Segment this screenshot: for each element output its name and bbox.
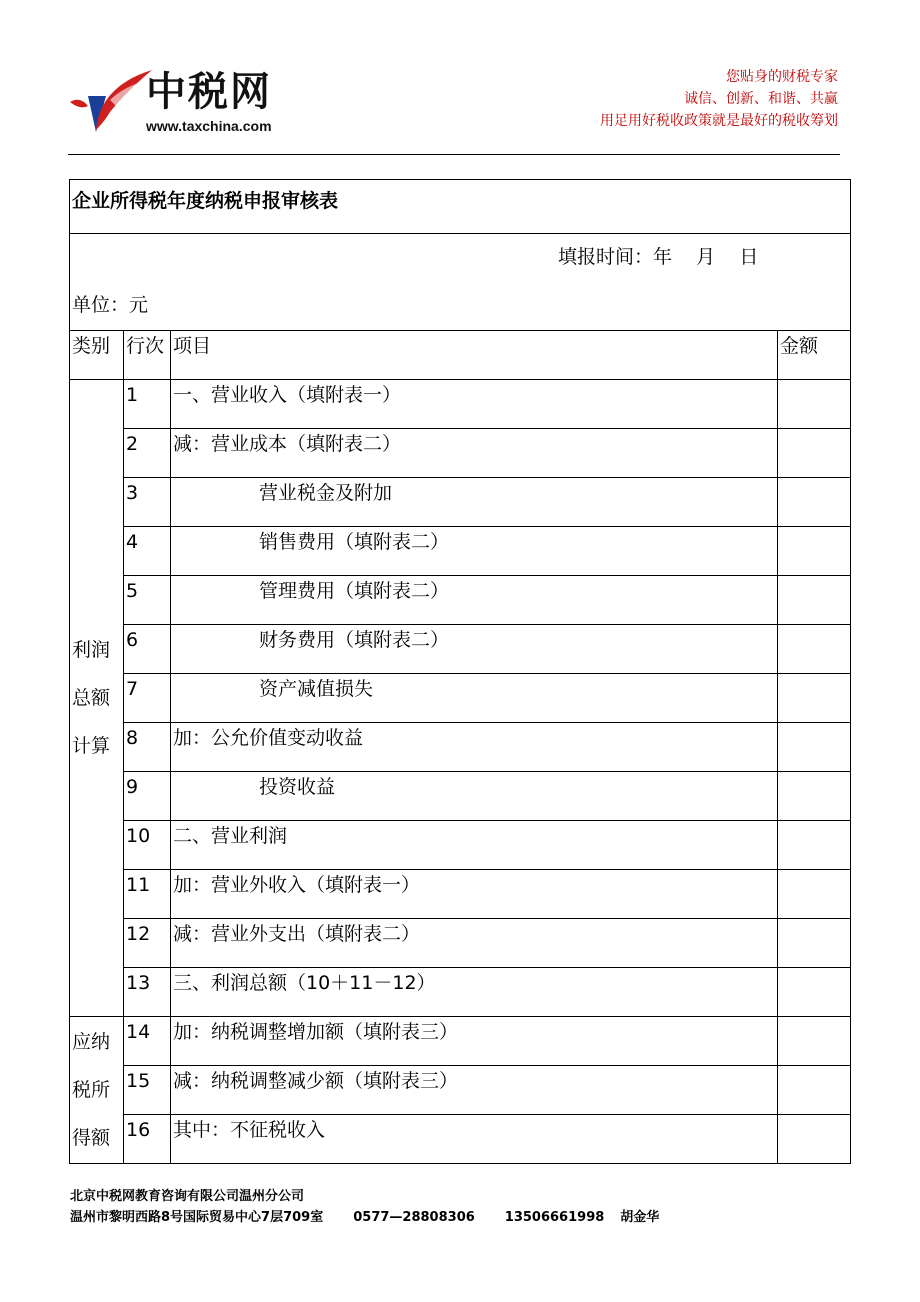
slogan-line: 用足用好税收政策就是最好的税收筹划 bbox=[600, 113, 838, 129]
line-no: 6 bbox=[124, 625, 171, 674]
item-label: 财务费用（填附表二） bbox=[171, 625, 778, 674]
col-header-amount: 金额 bbox=[778, 331, 851, 380]
category-taxable-income bbox=[70, 1017, 124, 1164]
footer-mobile: 13506661998 bbox=[504, 1210, 605, 1225]
item-label: 加：纳税调整增加额（填附表三） bbox=[171, 1017, 778, 1066]
amount-cell[interactable] bbox=[778, 429, 851, 478]
footer-phone: 0577—28808306 bbox=[353, 1210, 475, 1225]
page-footer bbox=[70, 1186, 659, 1228]
table-row bbox=[70, 380, 851, 429]
item-label: 二、营业利润 bbox=[171, 821, 778, 870]
unit-label: 单位：元 bbox=[72, 294, 149, 316]
line-no: 10 bbox=[124, 821, 171, 870]
amount-cell[interactable] bbox=[778, 674, 851, 723]
amount-cell[interactable] bbox=[778, 625, 851, 674]
taxchina-logo-icon bbox=[66, 66, 156, 138]
line-no: 4 bbox=[124, 527, 171, 576]
line-no: 11 bbox=[124, 870, 171, 919]
item-label: 投资收益 bbox=[171, 772, 778, 821]
table-row bbox=[70, 625, 851, 674]
line-no: 16 bbox=[124, 1115, 171, 1164]
table-row bbox=[70, 968, 851, 1017]
col-header-item: 项目 bbox=[171, 331, 778, 380]
col-header-category: 类别 bbox=[70, 331, 124, 380]
table-header-row bbox=[70, 331, 851, 380]
footer-company: 北京中税网教育咨询有限公司温州分公司 bbox=[70, 1189, 305, 1204]
amount-cell[interactable] bbox=[778, 870, 851, 919]
logo-url: www.taxchina.com bbox=[146, 118, 272, 134]
amount-cell[interactable] bbox=[778, 527, 851, 576]
footer-address: 温州市黎明西路8号国际贸易中心7层709室 bbox=[70, 1210, 324, 1225]
line-no: 15 bbox=[124, 1066, 171, 1115]
table-row bbox=[70, 478, 851, 527]
category-label: 利润总额计算 bbox=[72, 639, 111, 757]
line-no: 9 bbox=[124, 772, 171, 821]
form-meta bbox=[70, 234, 851, 331]
line-no: 8 bbox=[124, 723, 171, 772]
item-label: 减：营业外支出（填附表二） bbox=[171, 919, 778, 968]
table-row bbox=[70, 772, 851, 821]
item-label: 减：营业成本（填附表二） bbox=[171, 429, 778, 478]
table-row bbox=[70, 723, 851, 772]
item-label: 其中：不征税收入 bbox=[171, 1115, 778, 1164]
slogan-line: 您贴身的财税专家 bbox=[726, 69, 838, 85]
table-row bbox=[70, 429, 851, 478]
header-divider bbox=[68, 154, 840, 155]
line-no: 1 bbox=[124, 380, 171, 429]
tax-audit-table bbox=[69, 179, 851, 1164]
amount-cell[interactable] bbox=[778, 1115, 851, 1164]
col-header-line: 行次 bbox=[124, 331, 171, 380]
item-label: 加：公允价值变动收益 bbox=[171, 723, 778, 772]
logo-text: 中税网 bbox=[146, 69, 272, 115]
table-row bbox=[70, 821, 851, 870]
amount-cell[interactable] bbox=[778, 1066, 851, 1115]
table-row bbox=[70, 1066, 851, 1115]
footer-contact-line bbox=[70, 1207, 659, 1228]
line-no: 13 bbox=[124, 968, 171, 1017]
table-row bbox=[70, 919, 851, 968]
amount-cell[interactable] bbox=[778, 478, 851, 527]
table-row bbox=[70, 870, 851, 919]
item-label: 三、利润总额（10＋11－12） bbox=[171, 968, 778, 1017]
table-row bbox=[70, 1115, 851, 1164]
amount-cell[interactable] bbox=[778, 919, 851, 968]
amount-cell[interactable] bbox=[778, 723, 851, 772]
line-no: 12 bbox=[124, 919, 171, 968]
item-label: 管理费用（填附表二） bbox=[171, 576, 778, 625]
category-label: 应纳税所得额 bbox=[72, 1031, 111, 1149]
line-no: 7 bbox=[124, 674, 171, 723]
item-label: 销售费用（填附表二） bbox=[171, 527, 778, 576]
item-label: 加：营业外收入（填附表一） bbox=[171, 870, 778, 919]
amount-cell[interactable] bbox=[778, 821, 851, 870]
item-label: 一、营业收入（填附表一） bbox=[171, 380, 778, 429]
page-header bbox=[0, 0, 920, 160]
slogan-line: 诚信、创新、和谐、共赢 bbox=[684, 91, 838, 107]
amount-cell[interactable] bbox=[778, 1017, 851, 1066]
amount-cell[interactable] bbox=[778, 772, 851, 821]
table-row bbox=[70, 674, 851, 723]
line-no: 5 bbox=[124, 576, 171, 625]
item-label: 减：纳税调整减少额（填附表三） bbox=[171, 1066, 778, 1115]
amount-cell[interactable] bbox=[778, 576, 851, 625]
table-row bbox=[70, 1017, 851, 1066]
line-no: 2 bbox=[124, 429, 171, 478]
line-no: 3 bbox=[124, 478, 171, 527]
item-label: 营业税金及附加 bbox=[171, 478, 778, 527]
fill-date: 填报时间：年 月 日 bbox=[558, 246, 759, 268]
line-no: 14 bbox=[124, 1017, 171, 1066]
slogans bbox=[600, 66, 838, 132]
item-label: 资产减值损失 bbox=[171, 674, 778, 723]
footer-contact-name: 胡金华 bbox=[620, 1210, 660, 1225]
amount-cell[interactable] bbox=[778, 968, 851, 1017]
form-title: 企业所得税年度纳税申报审核表 bbox=[70, 180, 851, 234]
table-row bbox=[70, 576, 851, 625]
table-row bbox=[70, 527, 851, 576]
amount-cell[interactable] bbox=[778, 380, 851, 429]
category-profit bbox=[70, 380, 124, 1017]
